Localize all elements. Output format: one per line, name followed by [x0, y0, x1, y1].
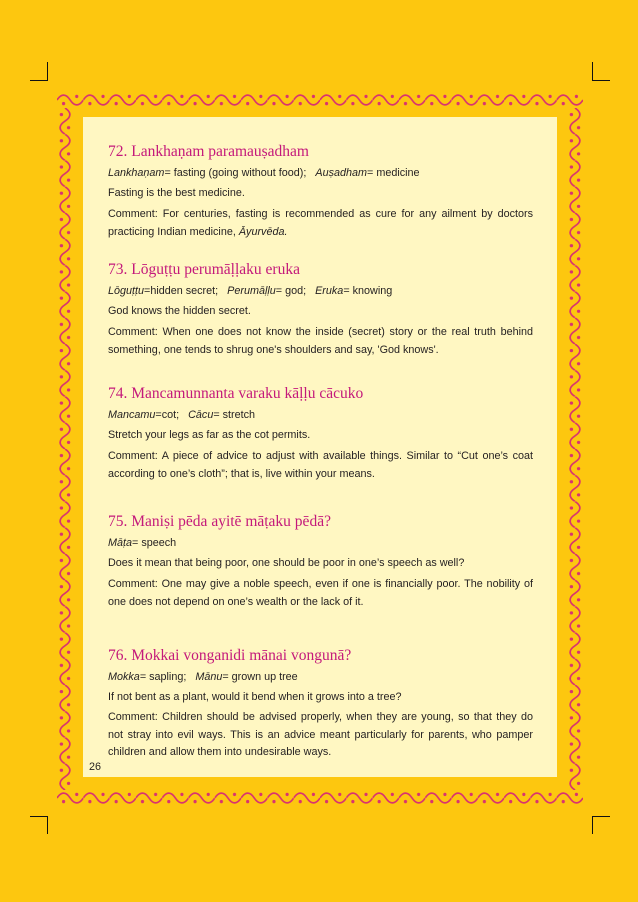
- crop-mark-bottom-right: [593, 817, 611, 835]
- border-left: [57, 108, 73, 790]
- border-top: [57, 92, 583, 108]
- proverb-comment: [108, 205, 533, 241]
- glossary-meaning: = sapling;: [139, 671, 187, 683]
- proverb-heading: 75. Maniṣi pēda ayitē māṭaku pēdā?: [108, 513, 331, 530]
- glossary-term: Cācu: [188, 409, 214, 421]
- comment-line: children and allow them into undesirable ways.: [108, 746, 332, 758]
- glossary-entry: [108, 285, 218, 297]
- proverb-entry-74: [108, 383, 533, 483]
- proverb-translation: Fasting is the best medicine.: [108, 187, 245, 199]
- glossary-entry: [315, 167, 419, 179]
- proverb-comment: [108, 709, 533, 762]
- glossary-entry: [108, 409, 179, 421]
- glossary-entry: [195, 671, 297, 683]
- glossary-entry: [315, 285, 392, 297]
- proverb-comment: [108, 575, 533, 611]
- glossary-meaning: = medicine: [367, 167, 420, 179]
- border-right: [567, 108, 583, 790]
- glossary-meaning: = stretch: [213, 409, 256, 421]
- glossary-term: Perumāḷḷu: [227, 285, 276, 297]
- glossary-meaning: = grown up tree: [222, 671, 298, 683]
- glossary-entry: [227, 285, 306, 297]
- glossary-meaning: = god;: [275, 285, 307, 297]
- crop-mark-bottom-left: [30, 817, 48, 835]
- glossary-meaning: = fasting (going without food);: [164, 167, 307, 179]
- glossary-line: [108, 163, 533, 183]
- comment-line: Comment: For centuries, fasting is recommended as cure for any ailment by doctors: [108, 208, 533, 220]
- glossary-term: Lankhaṇam: [108, 167, 165, 179]
- glossary-entry: [108, 167, 306, 179]
- crop-mark-top-right: [593, 62, 611, 81]
- comment-line: something, one tends to shrug one's shoulders and say, 'God knows'.: [108, 344, 439, 356]
- glossary-line: [108, 533, 533, 553]
- comment-line: not stray into evil ways. This is an advice meant particularly for parents, who pamper: [108, 728, 533, 741]
- glossary-entry: [108, 537, 176, 549]
- proverb-translation: Stretch your legs as far as the cot permits.: [108, 429, 311, 441]
- glossary-line: [108, 281, 533, 301]
- glossary-meaning: = knowing: [343, 285, 393, 297]
- glossary-meaning: =hidden secret;: [144, 285, 219, 297]
- glossary-term: Māṭa: [108, 537, 133, 549]
- proverb-comment: [108, 323, 533, 359]
- comment-line: according to one’s cloth”; that is, live within your means.: [108, 468, 375, 480]
- comment-line: Comment: Children should be advised properly, when they are young, so that they do: [108, 711, 533, 723]
- crop-mark-top-left: [30, 62, 48, 81]
- proverb-entry-75: [108, 511, 533, 611]
- comment-line: Comment: A piece of advice to adjust with available things. Similar to “Cut one’s coat: [108, 450, 533, 462]
- proverb-entry-72: [108, 141, 533, 241]
- proverb-heading: 74. Mancamunnanta varaku kāḷḷu cācuko: [108, 385, 364, 402]
- comment-line: Comment: When one does not know the inside (secret) story or the real truth behind: [108, 326, 533, 338]
- proverb-heading: 72. Lankhaṇam paramauṣadham: [108, 143, 309, 160]
- glossary-meaning: =cot;: [155, 409, 180, 421]
- proverb-heading: 73. Lōguṭṭu perumāḷḷaku eruka: [108, 261, 300, 278]
- proverb-comment: [108, 447, 533, 483]
- glossary-line: [108, 405, 533, 425]
- border-bottom: [57, 790, 583, 806]
- comment-term: Āyurvēda.: [238, 226, 288, 238]
- glossary-term: Mokka: [108, 671, 140, 683]
- glossary-entry: [188, 409, 255, 421]
- glossary-term: Lōguṭṭu: [108, 285, 145, 297]
- comment-line: one does not depend on one’s wealth or the lack of it.: [108, 596, 364, 608]
- comment-line: [108, 223, 533, 241]
- glossary-term: Mānu: [195, 671, 223, 683]
- comment-text: practicing Indian medicine,: [108, 226, 236, 238]
- proverb-heading: 76. Mokkai vonganidi mānai vongunā?: [108, 647, 352, 664]
- glossary-meaning: = speech: [132, 537, 177, 549]
- glossary-line: [108, 667, 533, 687]
- glossary-term: Mancamu: [108, 409, 156, 421]
- comment-line: Comment: One may give a noble speech, even if one is financially poor. The nobility of: [108, 578, 533, 590]
- page-number: 26: [89, 761, 102, 773]
- glossary-entry: [108, 671, 186, 683]
- proverb-translation: God knows the hidden secret.: [108, 305, 251, 317]
- glossary-term: Auṣadham: [315, 167, 368, 179]
- proverb-translation: If not bent as a plant, would it bend when it grows into a tree?: [108, 691, 402, 703]
- proverb-translation: Does it mean that being poor, one should be poor in one’s speech as well?: [108, 557, 465, 569]
- glossary-term: Eruka: [315, 285, 344, 297]
- proverb-entry-73: [108, 259, 533, 359]
- proverb-entry-76: [108, 645, 533, 762]
